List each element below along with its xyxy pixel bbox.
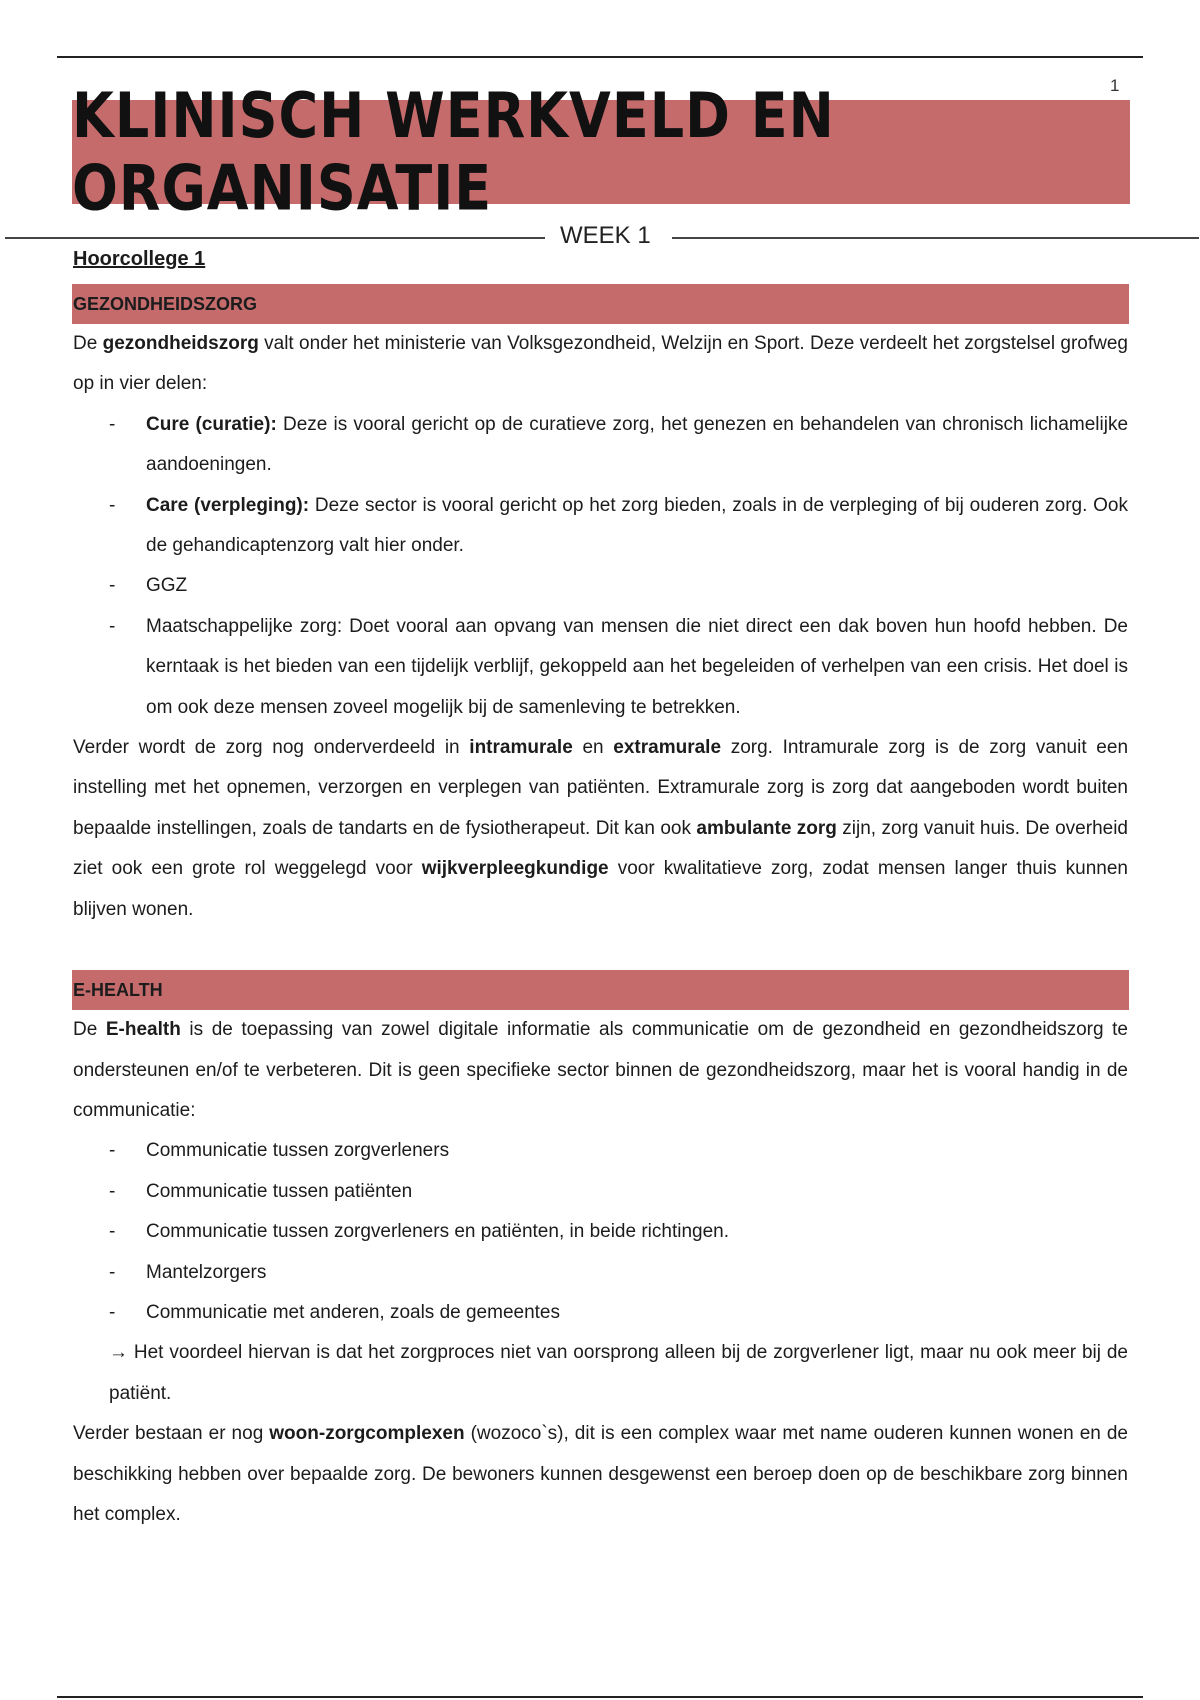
bullet-dash: - xyxy=(109,1261,116,1283)
title-banner xyxy=(72,79,1130,225)
list-item: - Communicatie tussen zorgverleners en patiënten, in beide richtingen. xyxy=(73,1212,1128,1252)
arrow-note: → Het voordeel hiervan is dat het zorgproces niet van oorsprong alleen bij de zorgverlener ligt, maar nu ook meer bij de patiënt. xyxy=(109,1342,1128,1404)
document-body xyxy=(73,244,1128,1535)
list-item: - Cure (curatie): Deze is vooral gericht op de curatieve zorg, het genezen en behandelen van chronisch lichamelijke aandoeningen. xyxy=(73,405,1128,486)
week-rule-left xyxy=(5,237,545,239)
paragraph-woon-zorgcomplexen: Verder bestaan er nog woon-zorgcomplexen (wozoco`s), dit is een complex waar met name ouderen kunnen wonen en de beschikking hebben over bepaalde zorg. De bewoners kunnen desgewenst een beroep doen op de beschikbare zorg binnen het complex. xyxy=(73,1423,1128,1525)
arrow-right-icon: → xyxy=(109,1342,128,1364)
bullet-dash: - xyxy=(109,1180,116,1202)
section-heading-gezondheidszorg: GEZONDHEIDSZORG xyxy=(72,284,1129,324)
list-item: - GGZ xyxy=(73,566,1128,606)
top-rule xyxy=(57,56,1143,58)
communication-list xyxy=(73,1131,1128,1333)
bottom-rule xyxy=(57,1696,1143,1698)
list-item: - Communicatie tussen zorgverleners xyxy=(73,1131,1128,1171)
section-spacer xyxy=(73,930,1128,970)
bullet-dash: - xyxy=(109,615,116,637)
list-item: - Mantelzorgers xyxy=(73,1253,1128,1293)
document-title: KLINISCH WERKVELD EN ORGANISATIE xyxy=(72,79,835,225)
bullet-dash: - xyxy=(109,413,116,435)
bullet-dash: - xyxy=(109,494,116,516)
list-item: - Communicatie tussen patiënten xyxy=(73,1172,1128,1212)
list-item: - Maatschappelijke zorg: Doet vooral aan opvang van mensen die niet direct een dak boven hun hoofd hebben. De kerntaak is het bieden van een tijdelijk verblijf, gekoppeld aan het begeleiden of verhelpen van een crisis. Het doel is om ook deze mensen zoveel mogelijk bij de samenleving te betrekken. xyxy=(73,607,1128,728)
bullet-dash: - xyxy=(109,1140,116,1162)
lecture-title: Hoorcollege 1 xyxy=(73,248,206,270)
paragraph-intramurale-extramurale: Verder wordt de zorg nog onderverdeeld in intramurale en extramurale zorg. Intramurale zorg is de zorg vanuit een instelling met het opnemen, verzorgen en verplegen van patiënten. Extramurale zorg is zorg dat aangeboden wordt buiten bepaalde instellingen, zoals de tandarts en de fysiotherapeut. Dit kan ook ambulante zorg zijn, zorg vanuit huis. De overheid ziet ook een grote rol weggelegd voor wijkverpleegkundige voor kwalitatieve zorg, zodat mensen langer thuis kunnen blijven wonen. xyxy=(73,737,1129,920)
section-heading-ehealth: E-HEALTH xyxy=(72,970,1129,1010)
bullet-dash: - xyxy=(109,575,116,597)
list-item: - Communicatie met anderen, zoals de gemeentes xyxy=(73,1293,1128,1333)
paragraph-ehealth-intro: De E-health is de toepassing van zowel digitale informatie als communicatie om de gezondheid en gezondheidszorg te ondersteunen en/of te verbeteren. Dit is geen specifieke sector binnen de gezondheidszorg, maar het is vooral handig in de communicatie: xyxy=(73,1019,1128,1121)
bullet-dash: - xyxy=(109,1301,116,1323)
list-item: - Care (verpleging): Deze sector is vooral gericht op het zorg bieden, zoals in de verpleging of bij ouderen zorg. Ook de gehandicaptenzorg valt hier onder. xyxy=(73,486,1128,567)
care-sector-list xyxy=(73,405,1128,728)
bullet-dash: - xyxy=(109,1221,116,1243)
page-number: 1 xyxy=(1110,76,1120,95)
paragraph-gezondheidszorg-intro: De gezondheidszorg valt onder het ministerie van Volksgezondheid, Welzijn en Sport. Deze verdeelt het zorgstelsel grofweg op in vier delen: xyxy=(73,333,1128,395)
week-rule-right xyxy=(672,237,1199,239)
week-label: WEEK 1 xyxy=(560,222,651,249)
